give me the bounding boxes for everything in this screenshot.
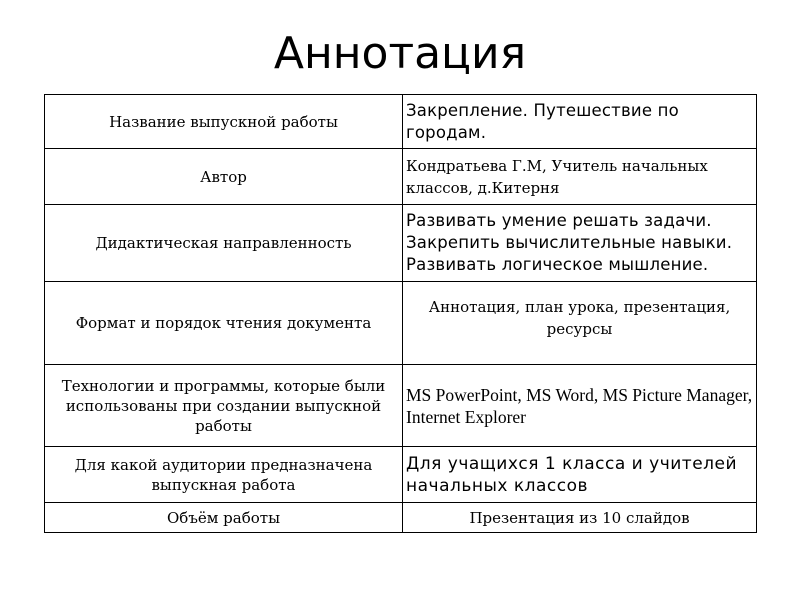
row-value-volume: Презентация из 10 слайдов [403,503,757,533]
table-row [45,95,757,149]
annotation-table [44,94,757,533]
table-row [45,447,757,503]
row-label-title: Название выпускной работы [45,95,403,149]
row-label-technologies: Технологии и программы, которые были использованы при создании выпускной работы [45,365,403,447]
row-value-format: Аннотация, план урока, презентация, ресурсы [403,282,757,365]
row-value-didactic [403,205,757,282]
row-label-volume: Объём работы [45,503,403,533]
table-row [45,205,757,282]
row-value-author: Кондратьева Г.М, Учитель начальных классов, д.Китерня [403,149,757,205]
row-value-title: Закрепление. Путешествие по городам. [403,95,757,149]
didactic-line: Развивать логическое мышление. [406,255,709,274]
table-row [45,503,757,533]
table-row [45,365,757,447]
table-row [45,149,757,205]
table-row [45,282,757,365]
row-label-author: Автор [45,149,403,205]
page-title: Аннотация [273,28,527,79]
row-label-didactic: Дидактическая направленность [45,205,403,282]
row-value-technologies: MS PowerPoint, MS Word, MS Picture Manager, Internet Explorer [403,365,757,447]
didactic-line: Развивать умение решать задачи. [406,211,712,230]
row-label-format: Формат и порядок чтения документа [45,282,403,365]
row-label-audience: Для какой аудитории предназначена выпускная работа [45,447,403,503]
row-value-audience: Для учащихся 1 класса и учителей начальных классов [403,447,757,503]
didactic-line: Закрепить вычислительные навыки. [406,233,733,252]
